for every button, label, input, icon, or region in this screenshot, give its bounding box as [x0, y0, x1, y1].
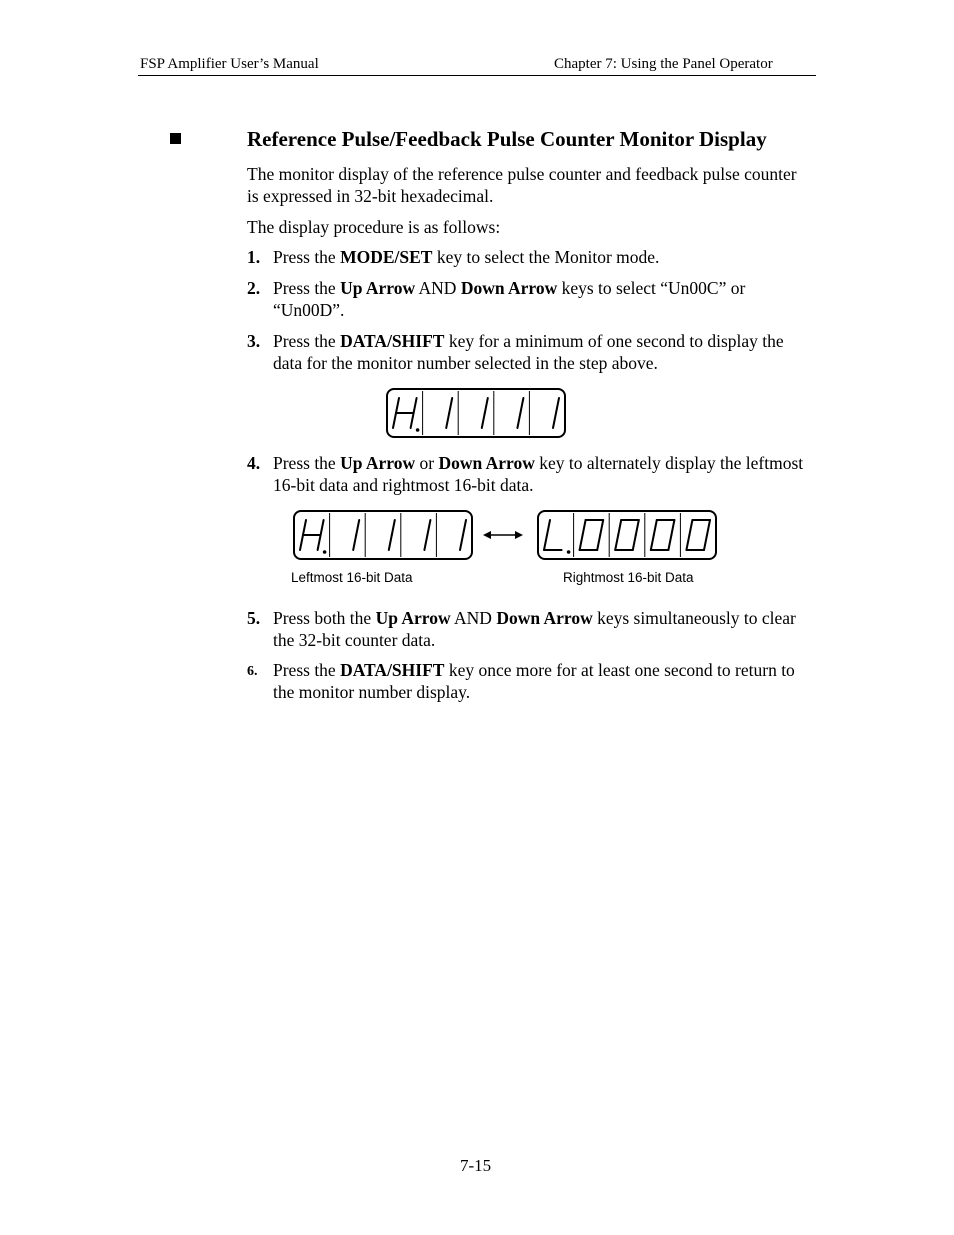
step-1 [247, 246, 807, 268]
step-text-run: or [415, 453, 439, 473]
step-number: 2. [247, 278, 261, 298]
step-number: 5. [247, 608, 261, 628]
step-text-run: Press the [273, 453, 341, 473]
segment [556, 398, 559, 413]
key-name: Down Arrow [496, 608, 593, 628]
segment [633, 535, 636, 550]
segment [482, 413, 485, 428]
digit-1 [389, 520, 395, 550]
segment [583, 520, 586, 535]
segment [414, 398, 417, 413]
step-number: 4. [247, 453, 261, 473]
step-text-run: key to alternately display the leftmost 16-bit data and rightmost 16-bit data. [273, 453, 804, 495]
segment [547, 520, 550, 535]
digit-1 [446, 398, 452, 428]
page-number: 7-15 [460, 1156, 492, 1175]
decimal-point [416, 428, 420, 432]
segment [356, 520, 359, 535]
step-text-run: key for a minimum of one second to display the data for the monitor number selected in the step above. [273, 331, 784, 373]
decimal-point [323, 550, 327, 554]
digit-1 [460, 520, 466, 550]
segment [300, 535, 303, 550]
segment [463, 520, 466, 535]
digit-1 [353, 520, 359, 550]
step-text [273, 277, 807, 321]
segment [580, 535, 583, 550]
step-text [273, 659, 807, 703]
segment [446, 413, 449, 428]
segment [321, 520, 324, 535]
key-name: Up Arrow [375, 608, 451, 628]
section-title: Reference Pulse/Feedback Pulse Counter Monitor Display [247, 127, 767, 151]
step-text-run: Press the [273, 247, 341, 267]
step-text-run: Press the [273, 660, 341, 680]
segment [615, 535, 618, 550]
step-text-run: Press the [273, 331, 341, 351]
digit-1 [482, 398, 488, 428]
digit-0 [580, 520, 604, 550]
segment [704, 535, 707, 550]
key-name: DATA/SHIFT [340, 331, 445, 351]
step-4 [247, 452, 807, 496]
segment [636, 520, 639, 535]
seven-segment-display-rightmost [537, 510, 717, 560]
segment [544, 535, 547, 550]
key-name: DATA/SHIFT [340, 660, 445, 680]
step-6 [247, 659, 807, 703]
digit-0 [615, 520, 639, 550]
segment [393, 413, 396, 428]
segment [449, 398, 452, 413]
key-name: MODE/SET [340, 247, 433, 267]
digit-H [393, 398, 419, 432]
rightmost-caption: Rightmost 16-bit Data [563, 570, 694, 585]
step-text [273, 246, 807, 268]
step-text-run: AND [450, 608, 497, 628]
segment [389, 535, 392, 550]
segment [597, 535, 600, 550]
header-manual-title: FSP Amplifier User’s Manual [140, 56, 319, 72]
header-divider [138, 75, 816, 76]
decimal-point [567, 550, 571, 554]
double-arrow-icon [483, 529, 523, 541]
step-5 [247, 607, 807, 651]
key-name: Down Arrow [438, 453, 535, 473]
key-name: Up Arrow [340, 453, 416, 473]
digit-L [544, 520, 570, 554]
step-text [273, 607, 807, 651]
step-text-run: keys to select “Un00C” or “Un00D”. [273, 278, 746, 320]
segment [517, 413, 520, 428]
step-number: 3. [247, 331, 261, 351]
segment [485, 398, 488, 413]
segment [654, 520, 657, 535]
step-text-run: Press the [273, 278, 341, 298]
seven-segment-display-leftmost [293, 510, 473, 560]
step-text [273, 452, 807, 496]
step-text-run: Press both the [273, 608, 376, 628]
step-2 [247, 277, 807, 321]
segment [520, 398, 523, 413]
step-text-run: key once more for at least one second to return to the monitor number display. [273, 660, 795, 702]
segment [318, 535, 321, 550]
segment [686, 535, 689, 550]
step-number: 1. [247, 247, 261, 267]
key-name: Down Arrow [460, 278, 558, 298]
step-text-run: keys simultaneously to clear the 32-bit counter data. [273, 608, 796, 650]
segment [671, 520, 674, 535]
digit-1 [424, 520, 430, 550]
segment [553, 413, 556, 428]
digit-1 [553, 398, 559, 428]
segment [424, 535, 427, 550]
segment [668, 535, 671, 550]
step-3 [247, 330, 807, 374]
segment [707, 520, 710, 535]
digit-1 [517, 398, 523, 428]
digit-H [300, 520, 326, 554]
segment [353, 535, 356, 550]
step-text [273, 330, 807, 374]
leftmost-caption: Leftmost 16-bit Data [291, 570, 413, 585]
digit-0 [651, 520, 675, 550]
step-text-run: AND [415, 278, 461, 298]
key-name: Up Arrow [340, 278, 416, 298]
segment [600, 520, 603, 535]
segment [460, 535, 463, 550]
section-bullet-icon [170, 133, 181, 144]
segment [651, 535, 654, 550]
segment [303, 520, 306, 535]
header-chapter-title: Chapter 7: Using the Panel Operator [554, 56, 773, 72]
segment [689, 520, 692, 535]
step-text-run: key to select the Monitor mode. [432, 247, 660, 267]
segment [427, 520, 430, 535]
segment [618, 520, 621, 535]
procedure-intro: The display procedure is as follows: [247, 217, 501, 237]
segment [396, 398, 399, 413]
digit-0 [686, 520, 710, 550]
segment [392, 520, 395, 535]
step-number: 6. [247, 664, 258, 679]
section-intro: The monitor display of the reference pulse counter and feedback pulse counter is expressed in 32-bit hexadecimal. [247, 164, 797, 206]
seven-segment-display-step3 [386, 388, 566, 438]
segment [411, 413, 414, 428]
